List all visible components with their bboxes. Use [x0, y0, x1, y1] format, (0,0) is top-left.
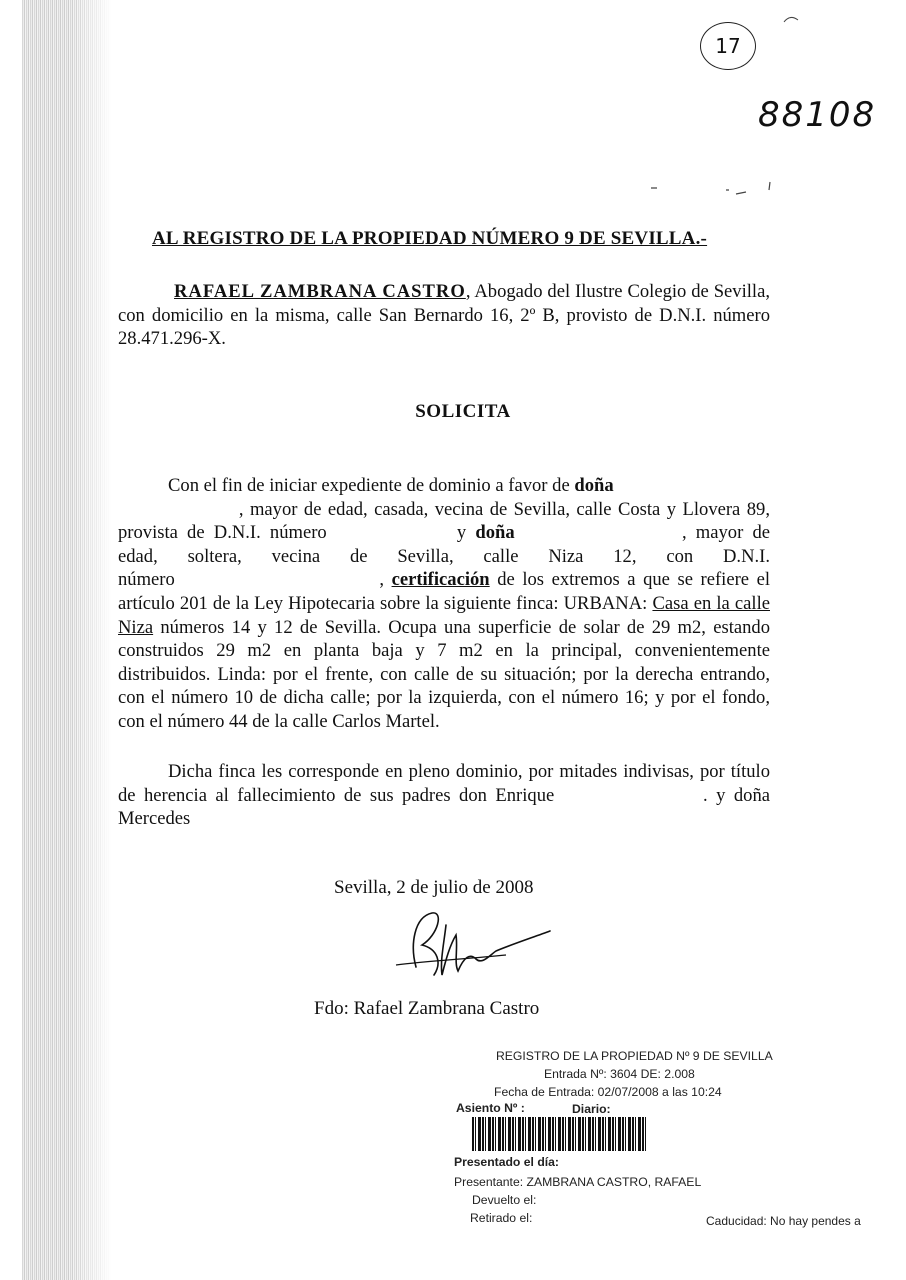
- stamp-fecha: Fecha de Entrada: 02/07/2008 a las 10:24: [494, 1085, 722, 1099]
- stamp-presentante: Presentante: ZAMBRANA CASTRO, RAFAEL: [454, 1175, 702, 1189]
- stamp-barcode: [472, 1117, 647, 1151]
- document-heading: AL REGISTRO DE LA PROPIEDAD NÚMERO 9 DE SEVILLA.-: [152, 228, 708, 249]
- solicita-heading: SOLICITA: [415, 401, 511, 422]
- page-number-circled: [700, 22, 756, 70]
- stamp-presentado: Presentado el día:: [454, 1155, 559, 1169]
- casa-phrase: Casa en la calle Niza: [118, 592, 770, 638]
- inheritance-s1: Dicha finca les corresponde en pleno dominio, por mitades indivisas, por título de herencia al fallecimiento de sus padres don Enrique: [118, 761, 770, 806]
- stamp-entrada: Entrada Nº: 3604 DE: 2.008: [544, 1067, 695, 1081]
- file-number-handwritten: 88108: [758, 95, 877, 135]
- scan-edge-shadow: [22, 0, 112, 1280]
- stamp-diario: Diario:: [572, 1102, 611, 1116]
- stamp-asiento: Asiento Nº :: [456, 1101, 525, 1115]
- request-s6: de los extremos a que se refiere el artículo 201 de la Ley Hipotecaria sobre la siguiente finca: URBANA:: [118, 569, 771, 614]
- stamp-caducidad: Caducidad: No hay pendes a: [706, 1214, 861, 1228]
- dona-1: doña: [574, 475, 614, 496]
- stamp-devuelto: Devuelto el:: [472, 1193, 537, 1207]
- place-date: Sevilla, 2 de julio de 2008: [334, 877, 534, 898]
- certificacion-word: certificación: [391, 569, 490, 591]
- request-s2: , mayor de edad, casada, vecina de Sevilla, calle Costa y Llovera 89, provista de D.N.I. número: [118, 498, 770, 544]
- request-s7: números 14 y 12 de Sevilla. Ocupa una superficie de solar de 29 m2, estando construidos 29 m2 en planta baja y 7 m2 en la principal, convenientemente distribuidos. Linda: por el frente, con calle de su situación; por la derecha entrando, con el número 10 de dicha calle; por la izquierda, con el número 16; y por el fondo, con el número 44 de la calle Carlos Martel.: [118, 616, 771, 732]
- stamp-retirado: Retirado el:: [470, 1211, 533, 1225]
- intro-paragraph: [118, 280, 770, 351]
- request-s1: Con el fin de iniciar expediente de dominio a favor de: [168, 475, 570, 496]
- inheritance-paragraph: [118, 760, 770, 831]
- request-s4: , mayor de edad, soltera, vecina de Sevilla, calle Niza 12, con D.N.I. número: [118, 522, 771, 591]
- request-s3: y: [456, 522, 467, 544]
- request-s5: ,: [379, 569, 384, 591]
- request-paragraph: [118, 474, 770, 734]
- signed-by: Fdo: Rafael Zambrana Castro: [314, 998, 540, 1019]
- attorney-name: RAFAEL ZAMBRANA CASTRO: [174, 281, 466, 302]
- intro-text: , Abogado del Ilustre Colegio de Sevilla, con domicilio en la misma, calle San Bernardo 16, 2º B, provisto de D.N.I. número 28.471.296-X.: [118, 281, 770, 350]
- dona-2: doña: [475, 522, 515, 544]
- inheritance-s2: . y doña Mercedes: [118, 784, 770, 830]
- page-number-text: 17: [715, 34, 741, 58]
- stamp-title: REGISTRO DE LA PROPIEDAD Nº 9 DE SEVILLA: [496, 1049, 773, 1063]
- registry-entry-stamp: [452, 1045, 872, 1235]
- signature-mark: [386, 905, 556, 985]
